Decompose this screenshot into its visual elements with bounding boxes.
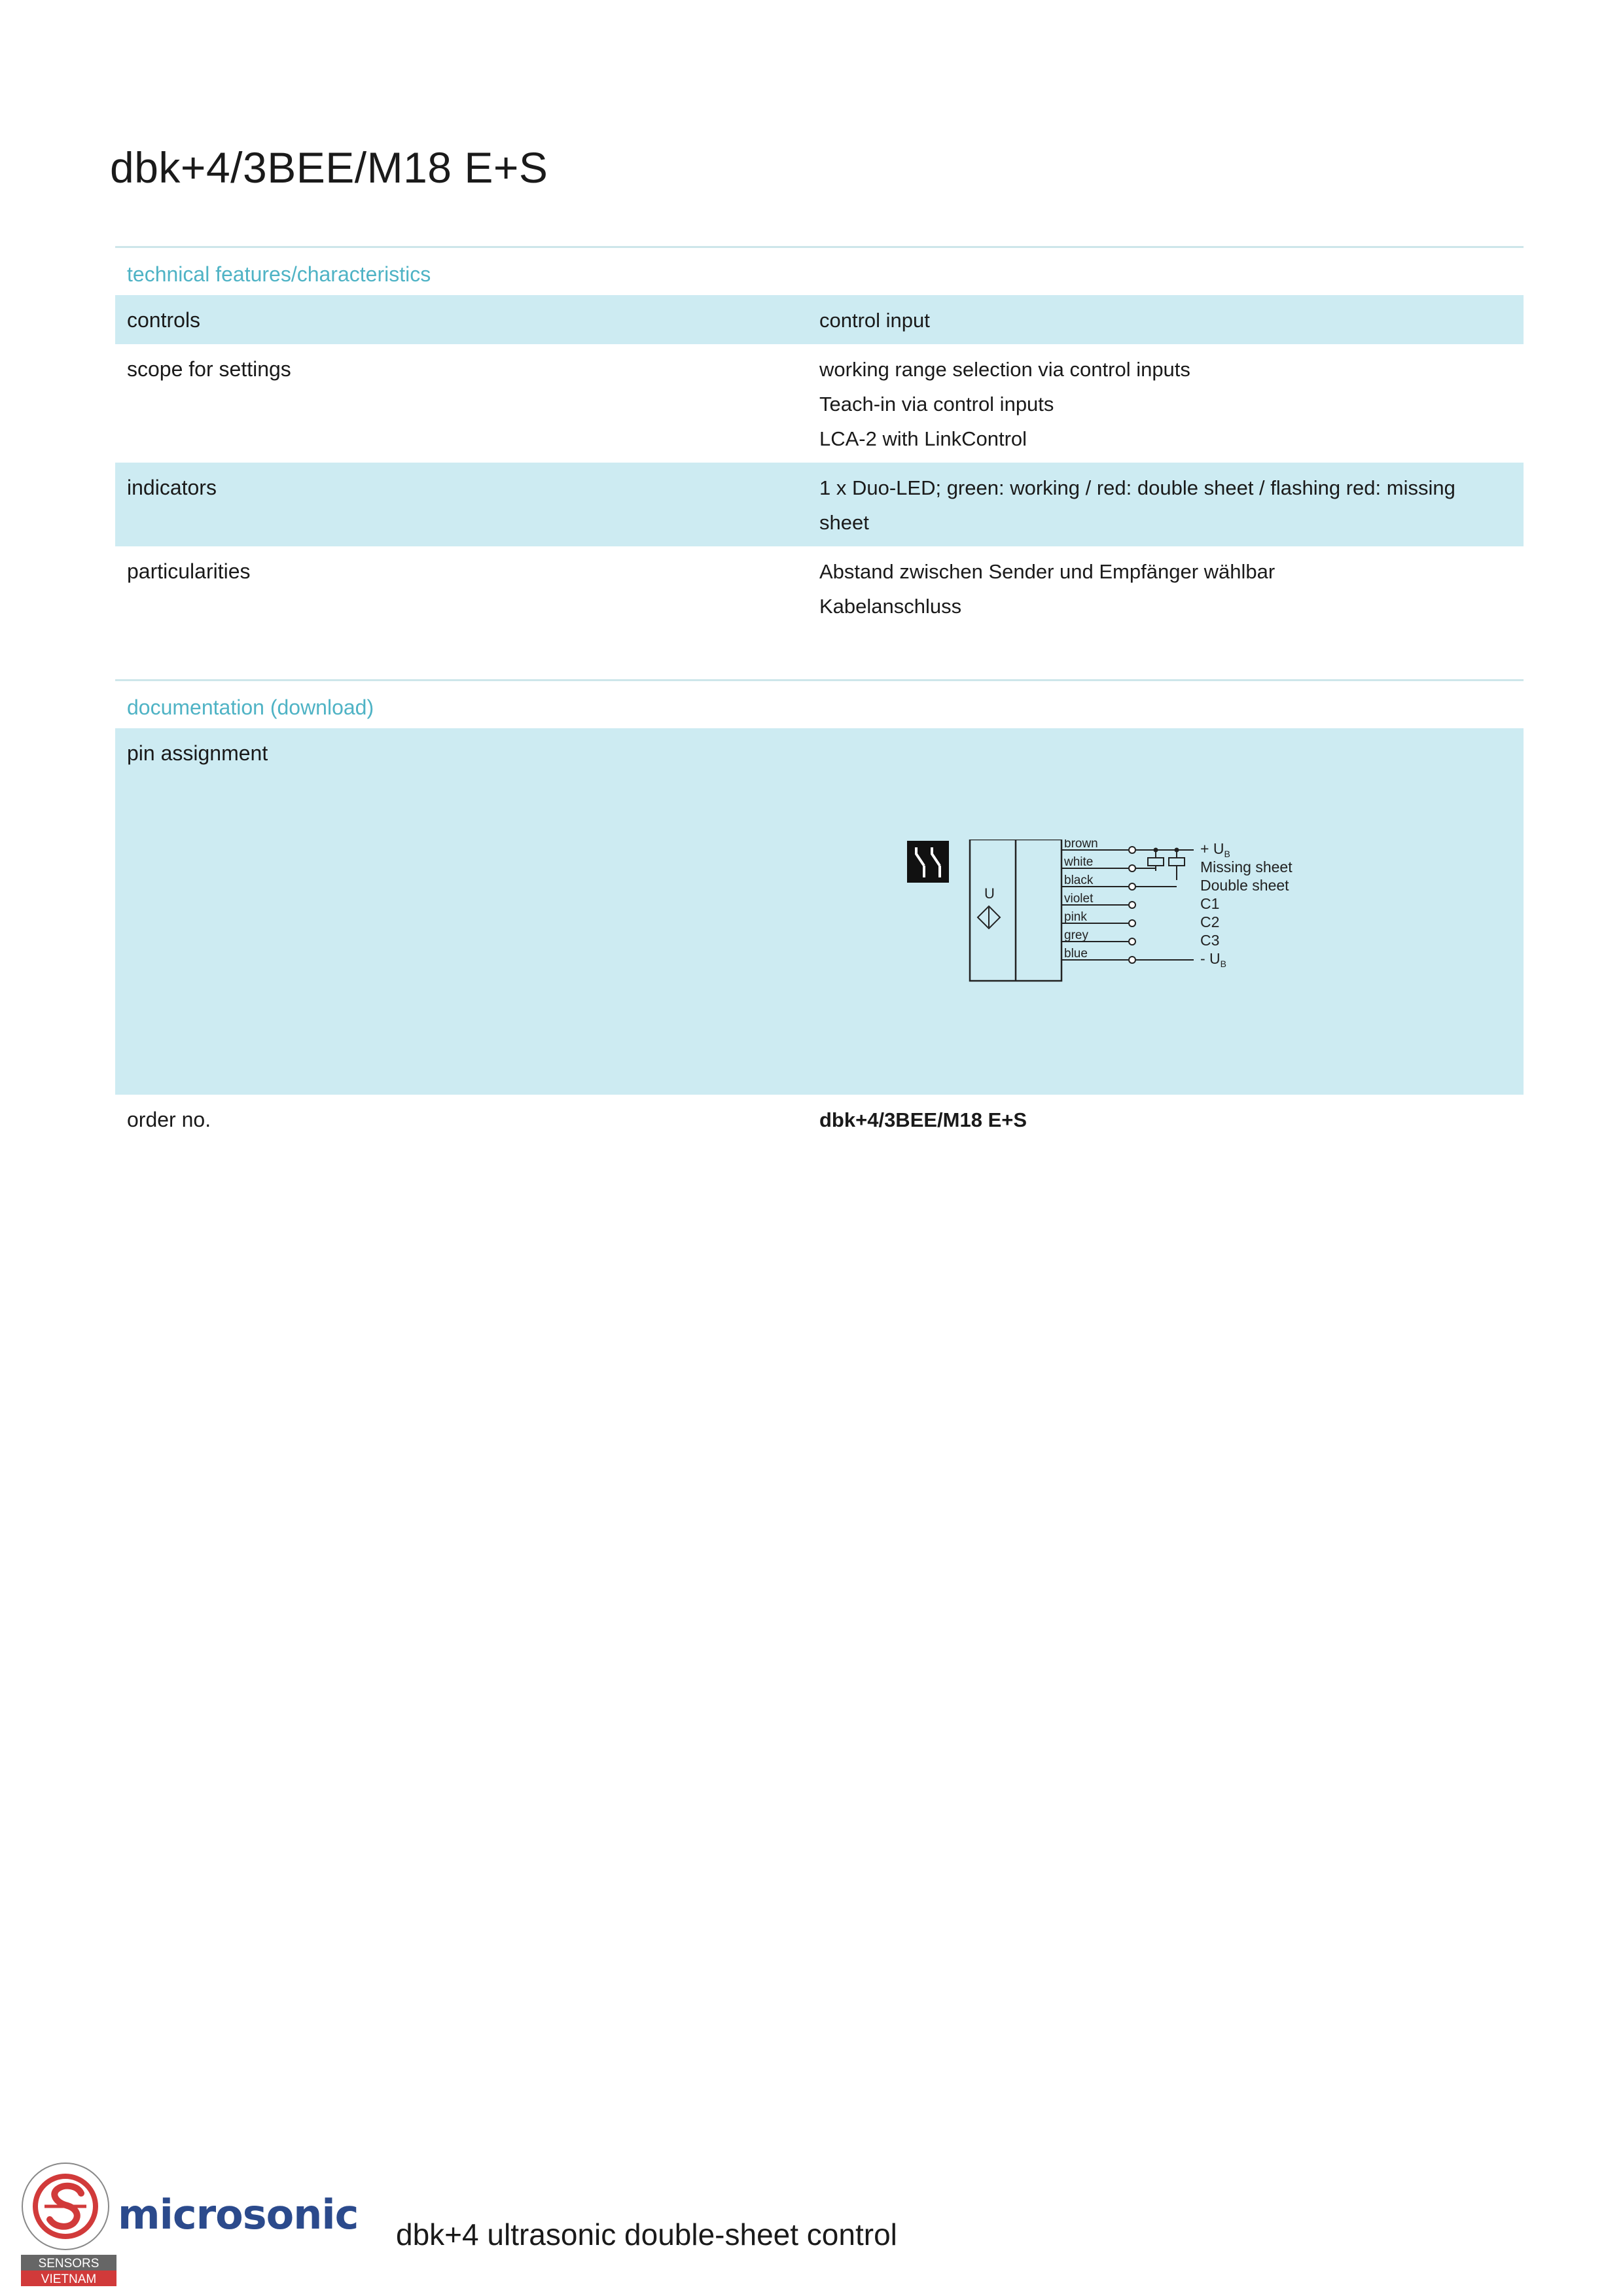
value-line: working range selection via control inputs [819, 358, 1190, 381]
terminal-label: Double sheet [1200, 877, 1289, 894]
terminal-connector [1129, 920, 1135, 927]
pin-assignment-row [115, 728, 1524, 1095]
wire-color-label: grey [1064, 928, 1088, 942]
wire-color-label: blue [1064, 947, 1088, 961]
row-label: controls [127, 308, 201, 332]
row-value [819, 463, 1524, 546]
row-label: indicators [127, 476, 217, 499]
value-line: Abstand zwischen Sender und Empfänger wählbar [819, 560, 1275, 583]
terminal-label: - $U_B$ [1200, 950, 1227, 969]
terminal-connector [1129, 847, 1135, 853]
terminal-connector [1129, 883, 1135, 890]
row-value [819, 295, 1524, 344]
logo-text-bottom: VIETNAM [41, 2272, 97, 2286]
terminal-label: Missing sheet [1200, 858, 1293, 875]
footer-caption: dbk+4 ultrasonic double-sheet control [396, 2217, 897, 2252]
terminal-label: + $U_B$ [1200, 840, 1230, 859]
output-relays-icon [1148, 848, 1185, 881]
technical-features-section [115, 246, 1524, 630]
wire-color-label: pink [1064, 910, 1087, 924]
table-row-particularities [115, 546, 1524, 630]
terminal-label: C3 [1200, 932, 1220, 949]
sensor-symbol-icon [978, 906, 1000, 928]
terminal-label: C2 [1200, 913, 1220, 930]
wire-color-label: white [1064, 855, 1094, 869]
section-heading-technical: technical features/characteristics [127, 262, 431, 286]
sensor-letter: U [984, 885, 995, 902]
switch-symbol-icon [907, 841, 949, 883]
wire-lines [1061, 839, 1293, 969]
documentation-section [115, 679, 1524, 1144]
row-label: order no. [127, 1108, 211, 1131]
order-number-value: dbk+4/3BEE/M18 E+S [819, 1108, 1027, 1131]
section-heading-documentation[interactable]: documentation (download) [127, 696, 374, 719]
value-line: LCA-2 with LinkControl [819, 427, 1027, 450]
terminal-connector [1129, 865, 1135, 872]
brand-name: microsonic [118, 2193, 359, 2238]
wire-color-label: brown [1064, 839, 1098, 851]
value-line: Teach-in via control inputs [819, 393, 1054, 415]
page-title: dbk+4/3BEE/M18 E+S [110, 143, 548, 192]
row-label: particularities [127, 559, 251, 583]
table-row-scope-for-settings [115, 344, 1524, 463]
microsonic-logo [118, 2193, 366, 2239]
sensors-vietnam-logo [18, 2159, 123, 2290]
value-line: 1 x Duo-LED; green: working / red: double sheet / flashing red: missing [819, 476, 1455, 499]
table-row-controls [115, 295, 1524, 344]
pin-assignment-diagram [907, 839, 1313, 997]
row-label: pin assignment [127, 741, 268, 765]
terminal-connector [1129, 957, 1135, 963]
table-row-order-no [115, 1095, 1524, 1144]
terminal-connector [1129, 938, 1135, 945]
logo-text-top: SENSORS [38, 2257, 99, 2270]
row-label: scope for settings [127, 357, 291, 381]
terminal-label: C1 [1200, 895, 1220, 912]
value-line: Kabelanschluss [819, 595, 962, 618]
value-line: sheet [819, 511, 869, 534]
wire-color-label: violet [1064, 892, 1094, 906]
row-value [819, 344, 1524, 463]
table-row-indicators [115, 463, 1524, 546]
wire-color-label: black [1064, 874, 1094, 887]
terminal-connector [1129, 902, 1135, 908]
value-line: control input [819, 309, 930, 332]
row-value [819, 546, 1524, 630]
